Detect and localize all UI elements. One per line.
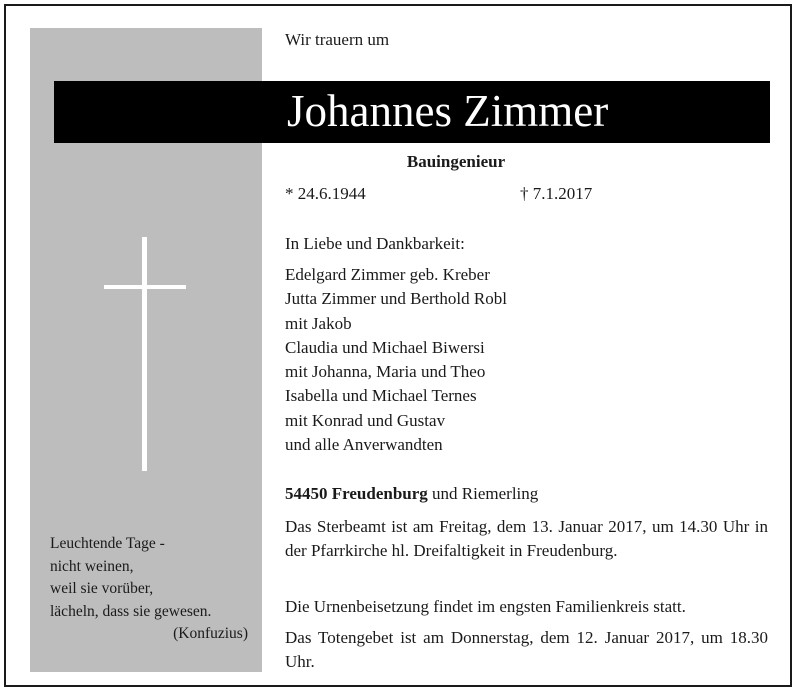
quote-line: Leuchtende Tage - [50, 535, 165, 552]
mourner-line: und alle Anverwandten [285, 435, 443, 455]
quote-line: weil sie vorüber, [50, 580, 154, 597]
prayer-paragraph: Das Totengebet ist am Donnerstag, dem 12. Januar 2017, um 18.30 Uhr. [285, 628, 768, 671]
intro-text: Wir trauern um [285, 30, 390, 49]
mourner-line: Edelgard Zimmer geb. Kreber [285, 265, 490, 284]
place-bold: 54450 Freudenburg [285, 484, 428, 503]
quote-block [50, 533, 248, 646]
quote-author: (Konfuzius) [173, 625, 248, 642]
requiem-paragraph: Das Sterbeamt ist am Freitag, dem 13. Januar 2017, um 14.30 Uhr in der Pfarrkirche hl. Dreifaltigkeit in Freudenburg. [285, 517, 768, 560]
quote-line: lächeln, dass sie gewesen. [50, 602, 212, 620]
quote-line: nicht weinen, [50, 557, 134, 575]
mourner-line: mit Jakob [285, 313, 352, 333]
place-line [285, 482, 538, 506]
mourners-list [285, 263, 507, 457]
cross-icon [142, 237, 147, 471]
profession: Bauingenieur [406, 152, 506, 171]
mourner-line: mit Konrad und Gustav [285, 410, 446, 430]
mourner-line: mit Johanna, Maria und Theo [285, 362, 486, 382]
death-date: † 7.1.2017 [520, 184, 593, 203]
mourner-line: Claudia und Michael Biwersi [285, 337, 485, 357]
deceased-name: Johannes Zimmer [287, 86, 609, 136]
mourner-line: Isabella und Michael Ternes [285, 386, 477, 406]
birth-date: * 24.6.1944 [285, 184, 366, 203]
place-rest: und Riemerling [427, 484, 539, 503]
urn-paragraph: Die Urnenbeisetzung findet im engsten Familienkreis statt. [285, 597, 686, 616]
cross-icon-bar [104, 285, 186, 289]
mourners-intro: In Liebe und Dankbarkeit: [285, 234, 465, 253]
mourner-line: Jutta Zimmer und Berthold Robl [285, 289, 507, 309]
